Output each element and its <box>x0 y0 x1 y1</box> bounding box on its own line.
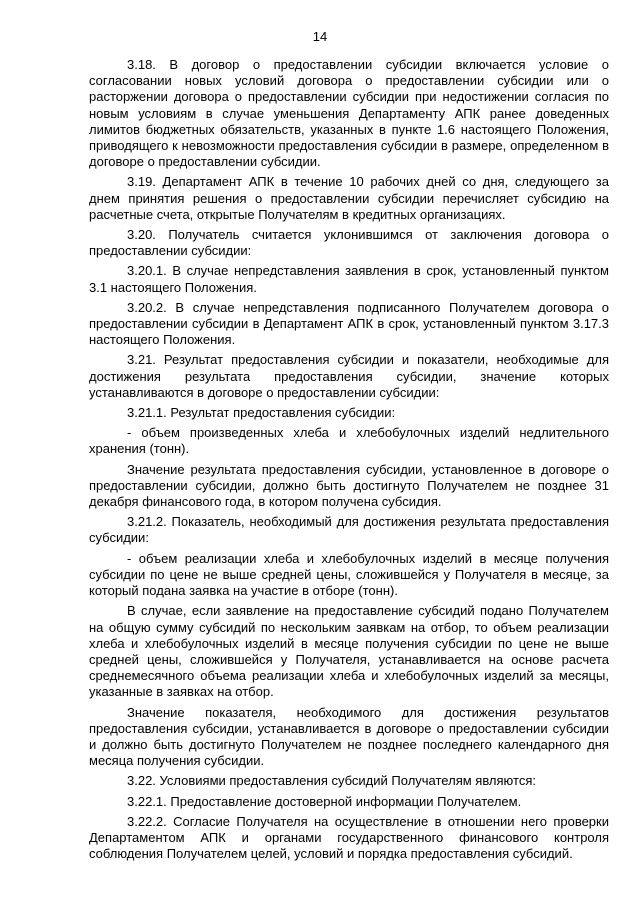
paragraph-3-19: 3.19. Департамент АПК в течение 10 рабочих дней со дня, следующего за днем принятия решения о предоставлении субсидии перечисляет субсидию на расчетные счета, открытые Получателям в кредитных организациях. <box>89 174 609 222</box>
paragraph-multiple-applications: В случае, если заявление на предоставление субсидий подано Получателем на общую сумму субсидий по нескольким заявкам на отбор, то объем реализации хлеба и хлебобулочных изделий в месяце получения субсидии по цене не выше средней цены, сложившейся у Получателя, устанавливается на основе расчета среднемесячного объема реализации хлеба и хлебобулочных изделий за месяцы, указанные в заявках на отбор. <box>89 603 609 700</box>
paragraph-3-21-2: 3.21.2. Показатель, необходимый для достижения результата предоставления субсидии: <box>89 514 609 546</box>
paragraph-3-22: 3.22. Условиями предоставления субсидий Получателям являются: <box>127 773 536 789</box>
paragraph-3-18: 3.18. В договор о предоставлении субсидии включается условие о согласовании новых условий договора о предоставлении субсидии или о расторжении договора о предоставлении субсидии при недостижении согласия по новым условиям в случае уменьшения Департаменту АПК ранее доведенных лимитов бюджетных обязательств, указанных в пункте 1.6 настоящего Положения, приводящего к невозможности предоставления субсидии в размере, определенном в договоре о предоставлении субсидии. <box>89 57 609 170</box>
paragraph-result-value: Значение результата предоставления субсидии, установленное в договоре о предоставлении субсидии, должно быть достигнуто Получателем не позднее 31 декабря финансового года, в котором получена субсидия. <box>89 461 609 510</box>
paragraph-3-22-2: 3.22.2. Согласие Получателя на осуществление в отношении него проверки Департаментом АПК и органами государственного финансового контроля соблюдения Получателем целей, условий и порядка предоставления субсидий. <box>89 813 609 862</box>
paragraph-indicator-value: Значение показателя, необходимого для достижения результатов предоставления субсидии, устанавливается в договоре о предоставлении субсидии и должно быть достигнуто Получателем не позднее последнего календарного дня месяца получения субсидии. <box>89 704 609 769</box>
paragraph-3-20-2: 3.20.2. В случае непредставления подписанного Получателем договора о предоставлении субсидии в Департамент АПК в срок, установленный пунктом 3.17.3 настоящего Положения. <box>89 299 609 348</box>
paragraph-3-21: 3.21. Результат предоставления субсидии и показатели, необходимые для достижения результата предоставления субсидии, значение которых устанавливаются в договоре о предоставлении субсидии: <box>89 352 609 400</box>
paragraph-result-volume-item: - объем произведенных хлеба и хлебобулочных изделий недлительного хранения (тонн). <box>89 425 609 457</box>
paragraph-3-20: 3.20. Получатель считается уклонившимся от заключения договора о предоставлении субсидии: <box>89 227 609 259</box>
paragraph-indicator-volume-item: - объем реализации хлеба и хлебобулочных изделий в месяце получения субсидии по цене не выше средней цены, сложившейся у Получателя в месяце, за который подана заявка на участие в отборе (тонн). <box>89 550 609 599</box>
paragraph-3-21-1: 3.21.1. Результат предоставления субсидии: <box>127 405 396 421</box>
page-number: 14 <box>312 29 328 44</box>
paragraph-3-20-1: 3.20.1. В случае непредставления заявления в срок, установленный пунктом 3.1 настоящего Положения. <box>89 263 609 295</box>
paragraph-3-22-1: 3.22.1. Предоставление достоверной информации Получателем. <box>127 793 522 809</box>
document-body <box>89 57 609 862</box>
